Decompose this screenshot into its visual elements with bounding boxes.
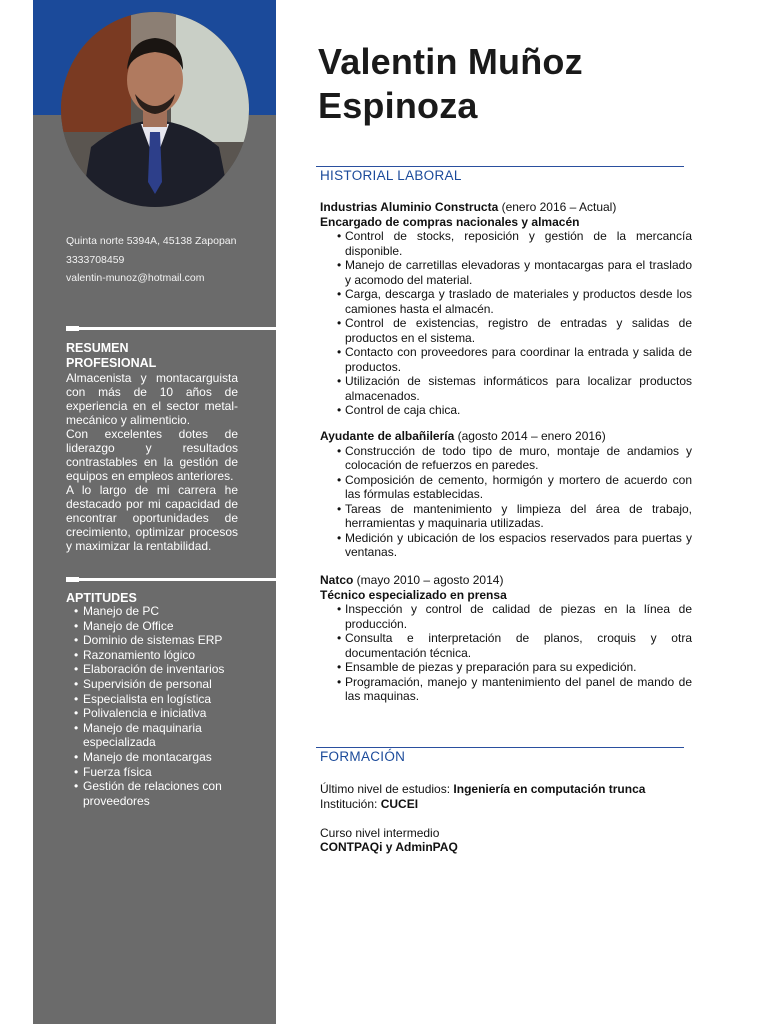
spacer xyxy=(320,811,692,826)
list-item: • Razonamiento lógico xyxy=(66,648,238,663)
job-company: Ayudante de albañilería xyxy=(320,429,455,443)
contact-address: Quinta norte 5394A, 45138 Zapopan xyxy=(66,235,237,247)
sidebar xyxy=(33,0,276,1024)
section-divider xyxy=(316,747,684,748)
aptitudes-list xyxy=(66,604,266,808)
list-item: • Contacto con proveedores para coordinar la entrada y salida de productos. xyxy=(320,345,692,374)
job-entry xyxy=(320,200,692,418)
list-item: • Dominio de sistemas ERP xyxy=(66,633,238,648)
job-company: Natco xyxy=(320,573,354,587)
section-divider xyxy=(66,327,277,330)
formacion-label: Institución: xyxy=(320,796,381,811)
list-item: • Composición de cemento, hormigón y mortero de acuerdo con las fórmulas establecidas. xyxy=(320,473,692,502)
list-item: • Manejo de montacargas xyxy=(66,750,238,765)
full-name xyxy=(318,40,738,128)
historial-heading: HISTORIAL LABORAL xyxy=(320,168,462,183)
list-item: • Supervisión de personal xyxy=(66,677,238,692)
name-line: Valentin Muñoz xyxy=(318,41,583,82)
formacion-value: CONTPAQi y AdminPAQ xyxy=(320,840,458,854)
list-item: • Gestión de relaciones con proveedores xyxy=(66,779,238,808)
person-photo-icon xyxy=(61,12,249,207)
resumen-paragraph: A lo largo de mi carrera he destacado por mi capacidad de encontrar oportunidades de crecimiento, optimizar procesos y maximizar la rentabilidad. xyxy=(66,483,238,553)
contact-info xyxy=(66,232,266,288)
list-item: • Utilización de sistemas informáticos para localizar productos almacenados. xyxy=(320,374,692,403)
list-item: • Elaboración de inventarios xyxy=(66,662,238,677)
formacion-value: CUCEI xyxy=(380,796,419,811)
list-item: • Programación, manejo y mantenimiento del panel de mando de las maquinas. xyxy=(320,675,692,704)
divider-marker xyxy=(66,326,79,331)
job-role: Encargado de compras nacionales y almacén xyxy=(320,214,580,229)
formacion-label: Curso nivel intermedio xyxy=(320,825,440,840)
name-line: Espinoza xyxy=(318,85,478,126)
contact-email: valentin-munoz@hotmail.com xyxy=(66,272,205,284)
list-item: • Control de stocks, reposición y gestión de la mercancía disponible. xyxy=(320,229,692,258)
section-divider xyxy=(66,578,277,581)
formacion-heading: FORMACIÓN xyxy=(320,749,406,764)
list-item: • Construcción de todo tipo de muro, montaje de andamios y colocación de refuerzos en paredes. xyxy=(320,444,692,473)
profile-photo xyxy=(61,12,249,207)
list-item: • Manejo de carretillas elevadoras y montacargas para el traslado y acomodo del material. xyxy=(320,258,692,287)
list-item: • Carga, descarga y traslado de materiales y productos desde los camiones hasta el almacén. xyxy=(320,287,692,316)
list-item: • Ensamble de piezas y preparación para su expedición. xyxy=(320,660,692,675)
resumen-heading: RESUMEN PROFESIONAL xyxy=(66,341,157,370)
list-item: • Inspección y control de calidad de piezas en la línea de producción. xyxy=(320,602,692,631)
job-bullets xyxy=(320,602,692,704)
job-period: (agosto 2014 – enero 2016) xyxy=(454,429,606,443)
aptitudes-heading: APTITUDES xyxy=(66,591,137,605)
job-role: Técnico especializado en prensa xyxy=(320,587,507,602)
job-company: Industrias Aluminio Constructa xyxy=(320,200,499,214)
formacion-value: Ingeniería en computación trunca xyxy=(453,782,646,796)
resumen-paragraph: Con excelentes dotes de liderazgo y resultados contrastables en la gestión de equipos en empleos anteriores. xyxy=(66,427,238,483)
job-period: (enero 2016 – Actual) xyxy=(498,200,617,214)
list-item: • Fuerza física xyxy=(66,765,238,780)
job-bullets xyxy=(320,229,692,418)
list-item: • Control de caja chica. xyxy=(320,403,692,418)
job-entry xyxy=(320,429,692,560)
list-item: • Especialista en logística xyxy=(66,692,238,707)
job-entry xyxy=(320,573,692,704)
list-item: • Manejo de maquinaria especializada xyxy=(66,721,238,750)
job-bullets xyxy=(320,444,692,560)
formacion-section xyxy=(320,782,692,855)
job-period: (mayo 2010 – agosto 2014) xyxy=(353,573,504,587)
contact-phone: 3333708459 xyxy=(66,253,125,266)
list-item: • Manejo de PC xyxy=(66,604,238,619)
resumen-text xyxy=(66,371,238,553)
formacion-label: Último nivel de estudios: xyxy=(320,782,454,796)
divider-marker xyxy=(66,577,79,582)
section-divider xyxy=(316,166,684,167)
list-item: • Control de existencias, registro de entradas y salidas de productos en el sistema. xyxy=(320,316,692,345)
resumen-paragraph: Almacenista y montacarguista con más de 10 años de experiencia en el sector metal-mecánico y alimenticio. xyxy=(66,371,238,427)
list-item: • Medición y ubicación de los espacios reservados para puertas y ventanas. xyxy=(320,531,692,560)
list-item: • Polivalencia e iniciativa xyxy=(66,706,238,721)
list-item: • Tareas de mantenimiento y limpieza del área de trabajo, herramientas y maquinaria utilizadas. xyxy=(320,502,692,531)
list-item: • Consulta e interpretación de planos, croquis y otra documentación técnica. xyxy=(320,631,692,660)
list-item: • Manejo de Office xyxy=(66,619,238,634)
